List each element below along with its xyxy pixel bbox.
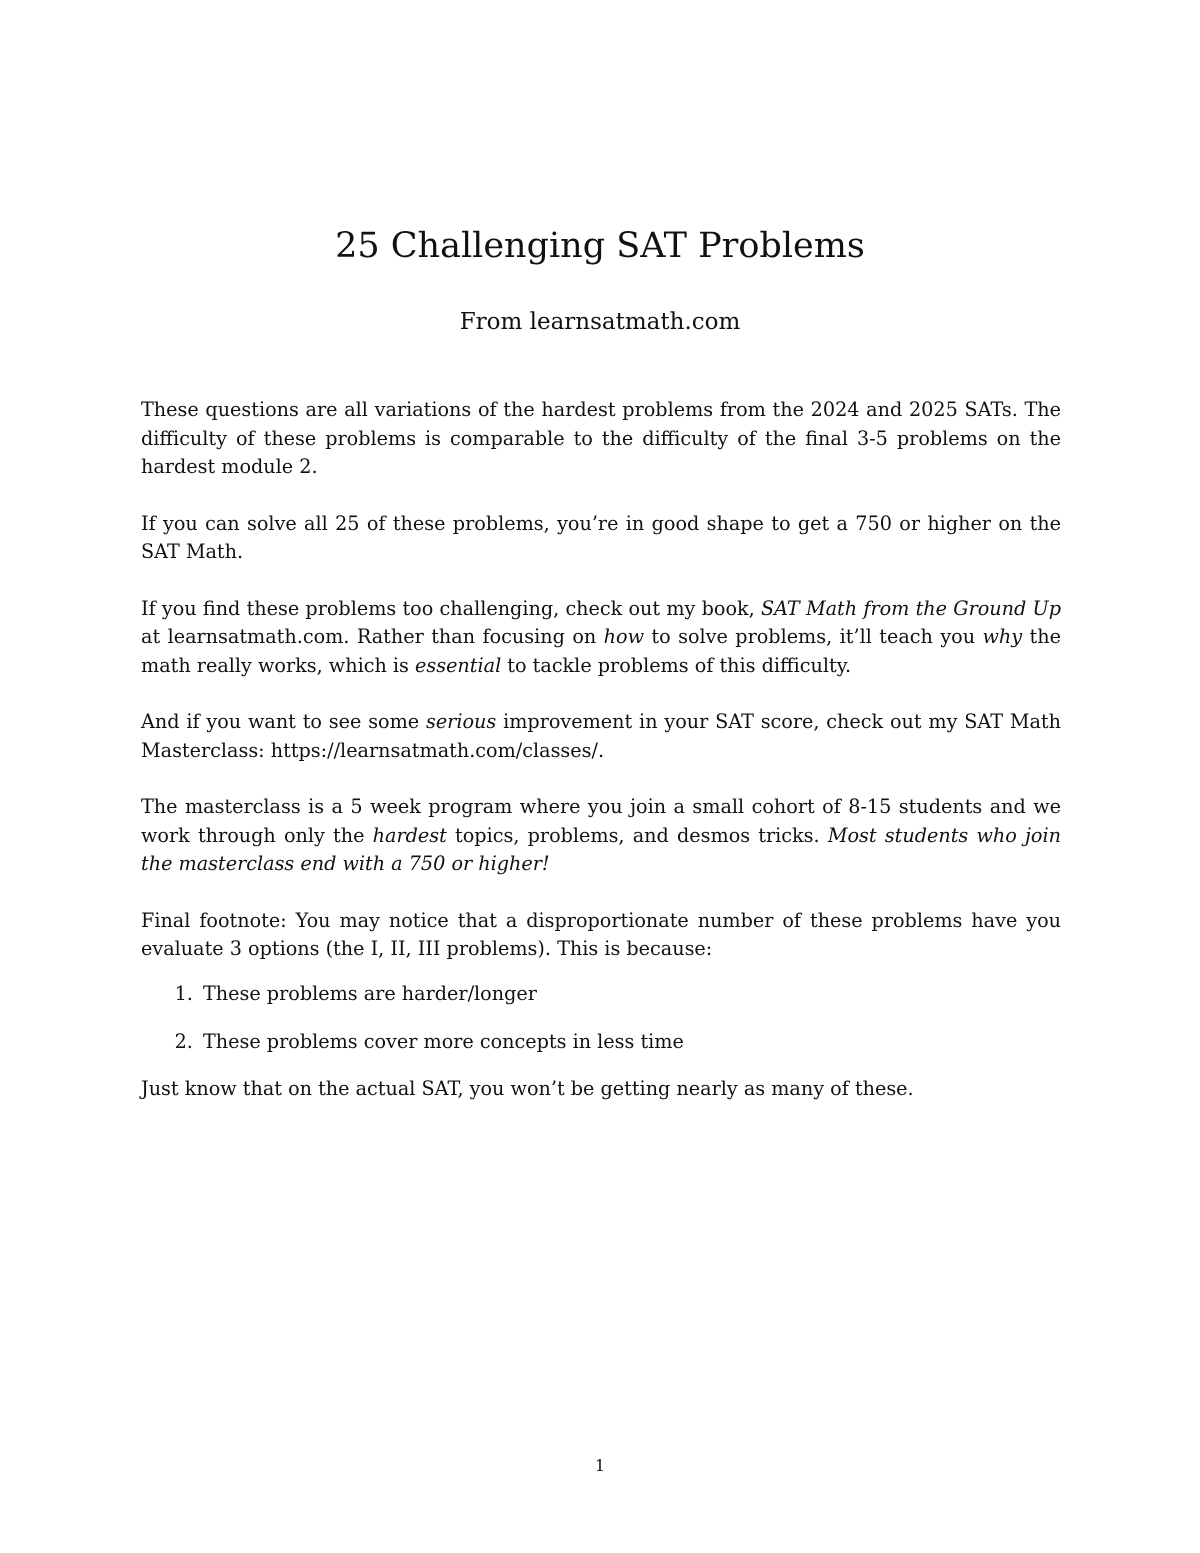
- masterclass-link-paragraph: [141, 708, 1061, 765]
- page-number: 1: [594, 1456, 606, 1475]
- book-text-3: to solve problems, it’ll teach you: [644, 625, 983, 648]
- program-text-2: topics, problems, and desmos tricks.: [446, 823, 828, 847]
- masterclass-text-1: And if you want to see some: [141, 710, 426, 733]
- document-subtitle: From learnsatmath.com: [459, 309, 741, 335]
- emphasis-essential: essential: [415, 653, 502, 677]
- document-body: [141, 396, 1061, 1103]
- outcome-statement: Most students who join the masterclass end with a 750 or higher!: [141, 823, 1061, 875]
- document-title: 25 Challenging SAT Problems: [335, 226, 865, 266]
- masterclass-description-paragraph: [141, 793, 1061, 879]
- list-item: 1. These problems are harder/longer: [199, 980, 1061, 1009]
- program-text-1: The masterclass is a 5 week program where you join a small cohort of 8-15 students and we work through only the: [141, 795, 1061, 847]
- closing-paragraph: Just know that on the actual SAT, you won’t be getting nearly as many of these.: [141, 1076, 914, 1100]
- intro-paragraph: These questions are all variations of the hardest problems from the 2024 and 2025 SATs. The difficulty of these problems is comparable to the difficulty of the final 3-5 problems on the hardest module 2.: [141, 398, 1061, 478]
- book-text-2: at learnsatmath.com. Rather than focusing on: [141, 625, 604, 648]
- emphasis-why: why: [982, 625, 1023, 648]
- reasons-list: [141, 980, 1061, 1057]
- list-item: 2. These problems cover more concepts in less time: [199, 1028, 1061, 1057]
- book-text-1: If you find these problems too challenging, check out my book,: [141, 596, 761, 620]
- masterclass-text-2: improvement in your SAT score, check out my SAT Math Masterclass: https://learnsatmath.com/classes/.: [141, 710, 1061, 762]
- emphasis-how: how: [603, 625, 644, 648]
- book-title: SAT Math from the Ground Up: [760, 596, 1061, 620]
- emphasis-hardest: hardest: [372, 823, 447, 847]
- book-text-4: the math really works, which is: [141, 625, 1061, 677]
- score-paragraph: If you can solve all 25 of these problems, you’re in good shape to get a 750 or higher on the SAT Math.: [141, 511, 1061, 563]
- book-paragraph: [141, 595, 1061, 681]
- book-text-5: to tackle problems of this difficulty.: [501, 653, 852, 677]
- emphasis-serious: serious: [425, 710, 497, 733]
- footnote-paragraph: Final footnote: You may notice that a disproportionate number of these problems have you evaluate 3 options (the I, II, III problems). This is because:: [141, 908, 1061, 960]
